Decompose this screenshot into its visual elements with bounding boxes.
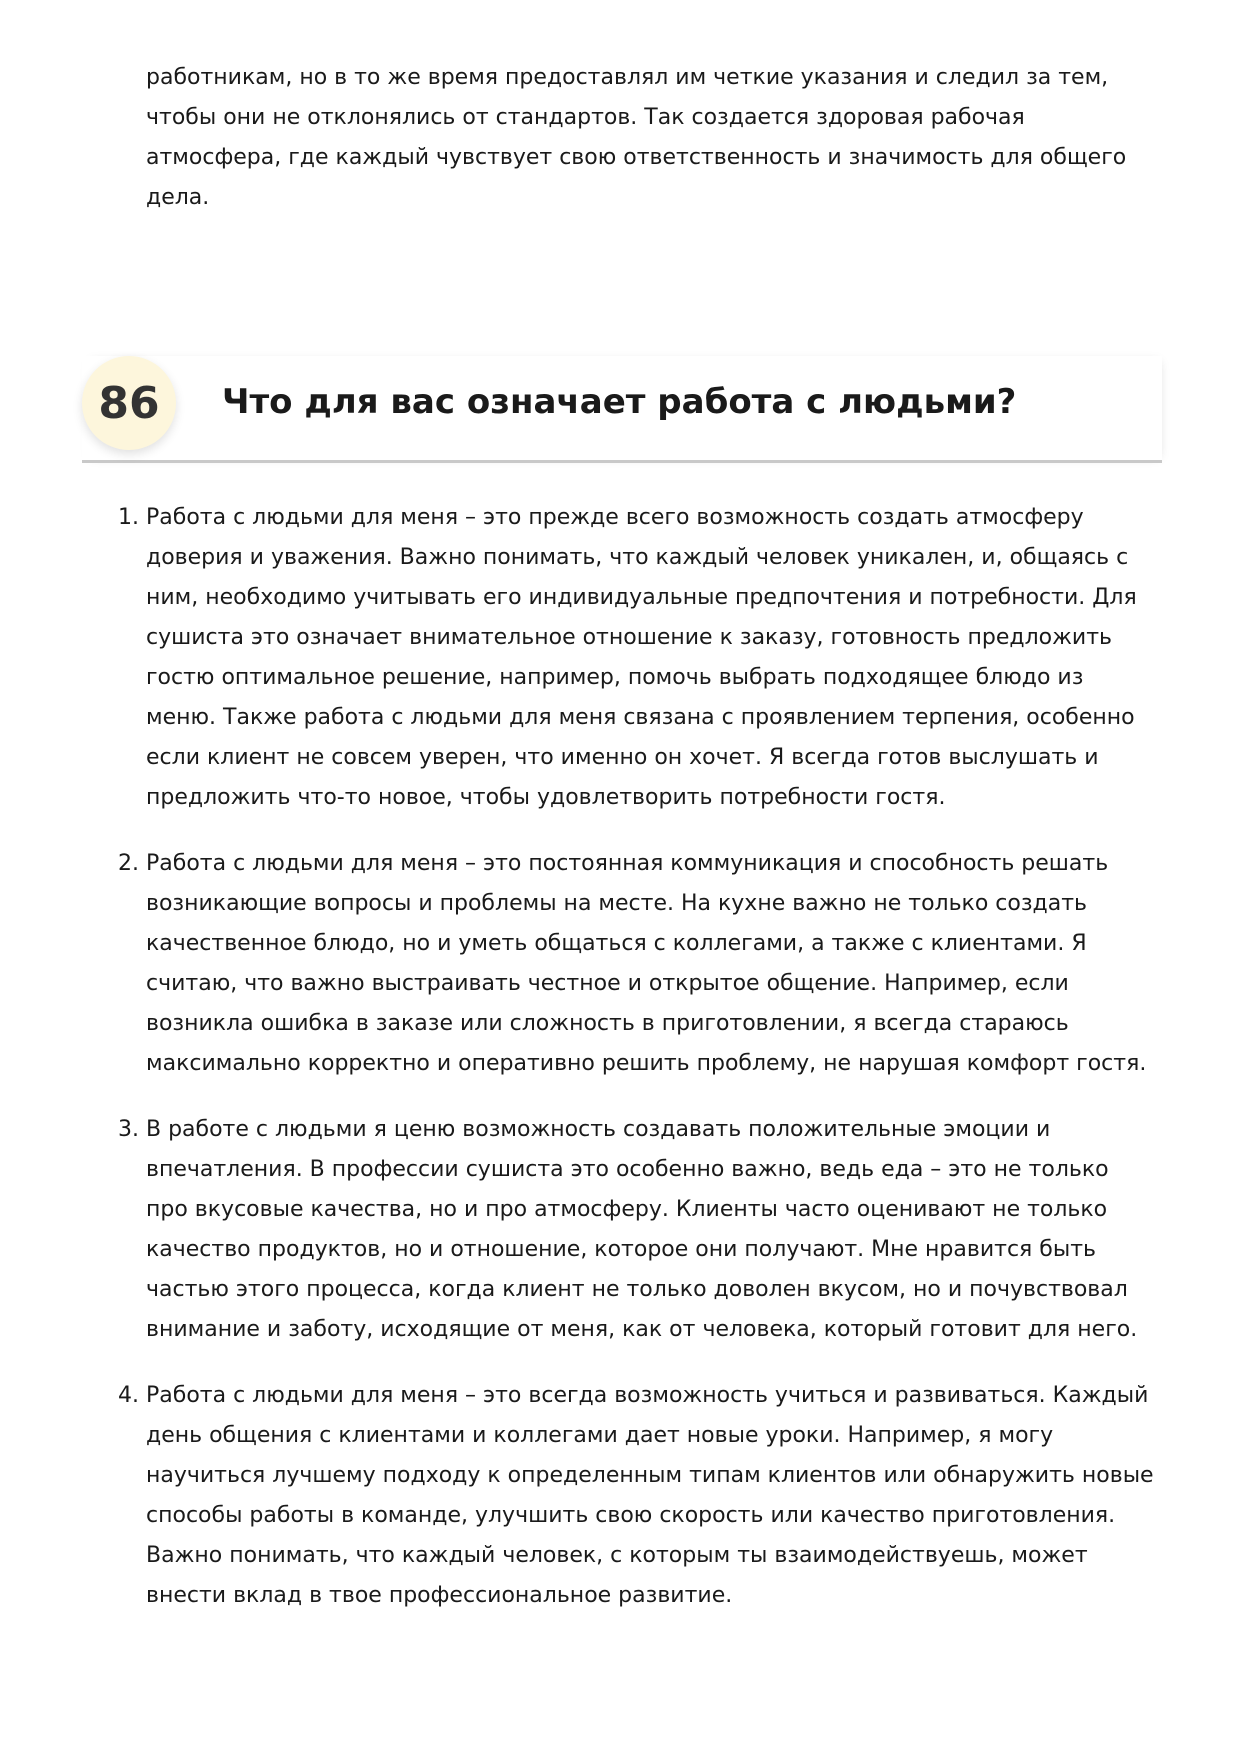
answer-list bbox=[118, 498, 1156, 1642]
question-number-badge: 86 bbox=[82, 356, 176, 450]
intro-paragraph: работникам, но в то же время предоставлял им четкие указания и следил за тем, чтобы они не отклонялись от стандартов. Так создается здоровая рабочая атмосфера, где каждый чувствует свою ответственность и значимость для общего дела. bbox=[146, 65, 1127, 210]
answer-text: В работе с людьми я ценю возможность создавать положительные эмоции и впечатления. В профессии сушиста это особенно важно, ведь еда – это не только про вкусовые качества, но и про атмосферу. Клиенты часто оценивают не только качество продуктов, но и отношение, которое они получают. Мне нравится быть частью этого процесса, когда клиент не только доволен вкусом, но и почувствовал внимание и заботу, исходящие от меня, как от человека, который готовит для него. bbox=[146, 1117, 1138, 1342]
answer-item bbox=[118, 1376, 1156, 1616]
answer-number: 1. bbox=[118, 505, 139, 530]
answer-number: 4. bbox=[118, 1383, 139, 1408]
answer-text: Работа с людьми для меня – это всегда возможность учиться и развиваться. Каждый день общения с клиентами и коллегами дает новые уроки. Например, я могу научиться лучшему подходу к определенным типам клиентов или обнаружить новые способы работы в команде, улучшить свою скорость или качество приготовления. Важно понимать, что каждый человек, с которым ты взаимодействуешь, может внести вклад в твое профессиональное развитие. bbox=[146, 1383, 1154, 1608]
answer-item bbox=[118, 1110, 1156, 1350]
answer-number: 2. bbox=[118, 851, 139, 876]
answer-text: Работа с людьми для меня – это прежде всего возможность создать атмосферу доверия и уважения. Важно понимать, что каждый человек уникален, и, общаясь с ним, необходимо учитывать его индивидуальные предпочтения и потребности. Для сушиста это означает внимательное отношение к заказу, готовность предложить гостю оптимальное решение, например, помочь выбрать подходящее блюдо из меню. Также работа с людьми для меня связана с проявлением терпения, особенно если клиент не совсем уверен, что именно он хочет. Я всегда готов выслушать и предложить что-то новое, чтобы удовлетворить потребности гостя. bbox=[146, 505, 1137, 810]
section-header bbox=[82, 356, 1162, 463]
answer-item bbox=[118, 498, 1156, 818]
answer-text: Работа с людьми для меня – это постоянная коммуникация и способность решать возникающие вопросы и проблемы на месте. На кухне важно не только создать качественное блюдо, но и уметь общаться с коллегами, а также с клиентами. Я считаю, что важно выстраивать честное и открытое общение. Например, если возникла ошибка в заказе или сложность в приготовлении, я всегда стараюсь максимально корректно и оперативно решить проблему, не нарушая комфорт гостя. bbox=[146, 851, 1147, 1076]
answer-item bbox=[118, 844, 1156, 1084]
answer-number: 3. bbox=[118, 1117, 139, 1142]
section-title: Что для вас означает работа с людьми? bbox=[222, 382, 1017, 422]
